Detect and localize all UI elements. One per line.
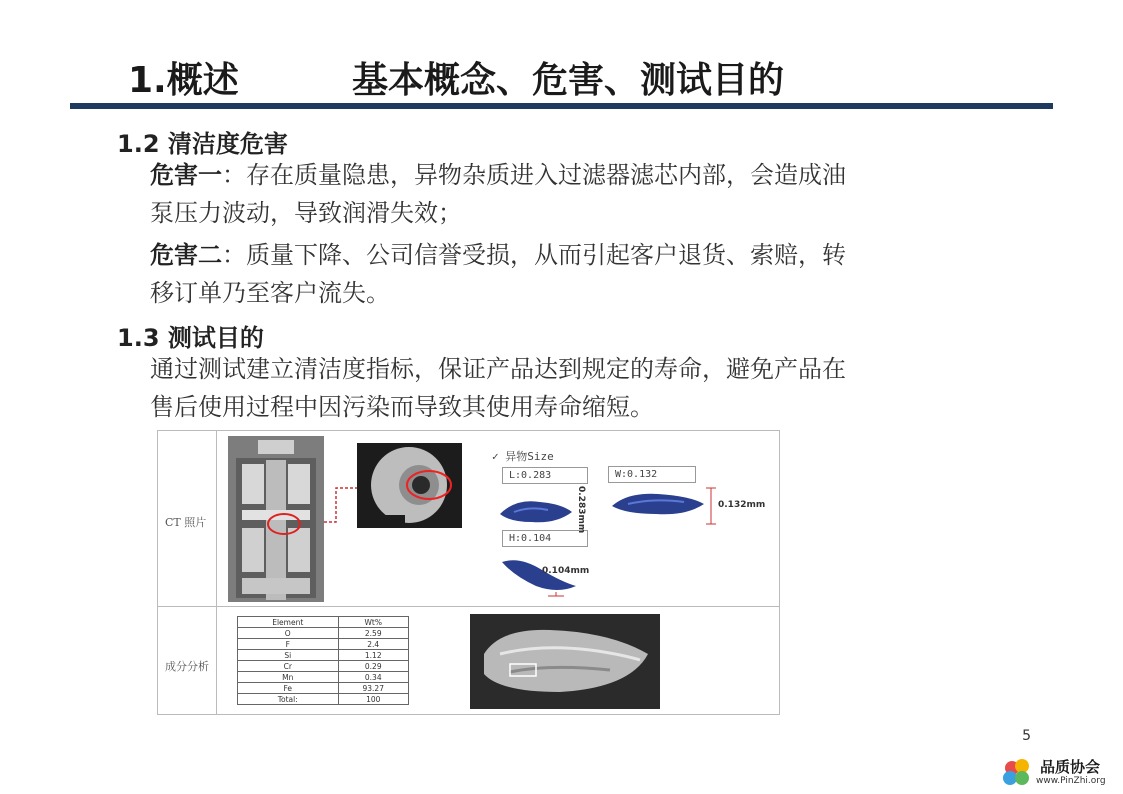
brand-name[interactable]: 品质协会 [1040,758,1101,776]
brand-logo-icon [1000,756,1034,788]
purpose-line1: 通过测试建立清洁度指标，保证产品达到规定的寿命，避免产品在 [150,355,846,383]
table-cell: 93.27 [338,683,409,694]
page-title: 基本概念、危害、测试目的 [352,60,785,101]
particle-length-image [496,490,576,530]
table-cell: Mn [238,672,339,683]
column-header: Wt% [338,617,409,628]
purpose-paragraph [150,350,990,426]
table-cell: Cr [238,661,339,672]
harm1-paragraph [150,156,990,232]
table-row [238,639,409,650]
size-title: ✓ 异物Size [492,450,554,463]
sem-image [470,614,660,709]
harm2-label: 危害二 [150,241,222,269]
ct-connector-arrow [322,482,362,532]
composition-header-row [238,617,409,628]
brand-url[interactable]: www.PinZhi.org [1036,776,1106,786]
table-cell: 0.29 [338,661,409,672]
table-cell: Si [238,650,339,661]
table-cell: 2.59 [338,628,409,639]
harm2-paragraph [150,236,990,312]
figure-col-divider [216,430,217,715]
composition-table [237,616,409,705]
height-box: H:0.104 [502,530,588,547]
ct-scan-image [228,436,324,602]
column-header: Element [238,617,339,628]
figure-row-divider [157,606,780,607]
section-number: 1.概述 [128,60,239,101]
harm1-label: 危害一 [150,161,222,189]
row-label-composition: 成分分析 [165,660,209,673]
table-cell: Fe [238,683,339,694]
table-row [238,694,409,705]
table-row [238,672,409,683]
purpose-line2: 售后使用过程中因污染而导致其使用寿命缩短。 [150,393,654,421]
table-cell: Total: [238,694,339,705]
harm2-line2: 移订单乃至客户流失。 [150,279,390,307]
length-box: L:0.283 [502,467,588,484]
table-cell: 100 [338,694,409,705]
table-row [238,683,409,694]
width-box: W:0.132 [608,466,696,483]
table-cell: 1.12 [338,650,409,661]
table-row [238,650,409,661]
heading-1-3: 1.3 测试目的 [117,324,264,352]
table-cell: F [238,639,339,650]
harm2-line1: ：质量下降、公司信誉受损，从而引起客户退货、索赔，转 [222,241,846,269]
heading-1-2: 1.2 清洁度危害 [117,130,288,158]
harm1-line2: 泵压力波动，导致润滑失效； [150,199,462,227]
row-label-ct: CT 照片 [165,516,207,529]
title-rule [70,103,1053,109]
table-cell: 0.34 [338,672,409,683]
height-dimension: 0.104mm [542,566,590,576]
table-cell: 2.4 [338,639,409,650]
table-row [238,661,409,672]
length-dimension: 0.283mm [576,486,586,534]
particle-width-image [608,486,708,522]
width-dimension: 0.132mm [718,500,766,510]
table-row [238,628,409,639]
ct-disc-image [357,443,462,528]
table-cell: O [238,628,339,639]
width-dimension-marker [704,486,718,526]
page-number: 5 [1022,728,1031,744]
harm1-line1: ：存在质量隐患，异物杂质进入过滤器滤芯内部，会造成油 [222,161,846,189]
